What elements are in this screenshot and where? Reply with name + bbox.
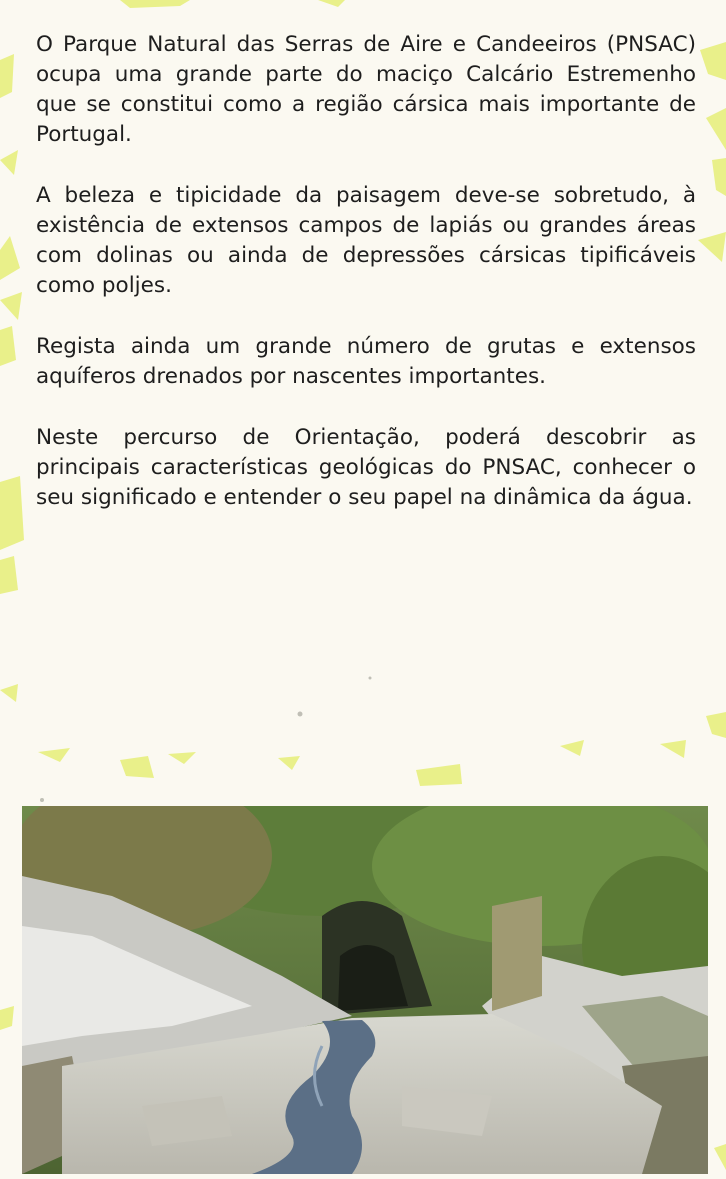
paragraph-landscape: A beleza e tipicidade da paisagem deve-se sobretudo, à existência de extensos campos de lapiás ou grandes áreas com dolinas ou ainda de depressões cársicas tipificáveis como poljes. xyxy=(36,183,696,298)
karst-gorge-photo xyxy=(22,806,708,1174)
paragraph-intro: O Parque Natural das Serras de Aire e Candeeiros (PNSAC) ocupa uma grande parte do maciço Calcário Estremenho que se constitui como a região cársica mais importante de Portugal. xyxy=(36,32,696,147)
paragraph-route: Neste percurso de Orientação, poderá descobrir as principais características geológicas do PNSAC, conhecer o seu significado e entender o seu papel na dinâmica da água. xyxy=(36,425,696,510)
intro-text xyxy=(36,30,696,544)
paragraph-caves: Regista ainda um grande número de grutas e extensos aquíferos drenados por nascentes importantes. xyxy=(36,334,696,389)
